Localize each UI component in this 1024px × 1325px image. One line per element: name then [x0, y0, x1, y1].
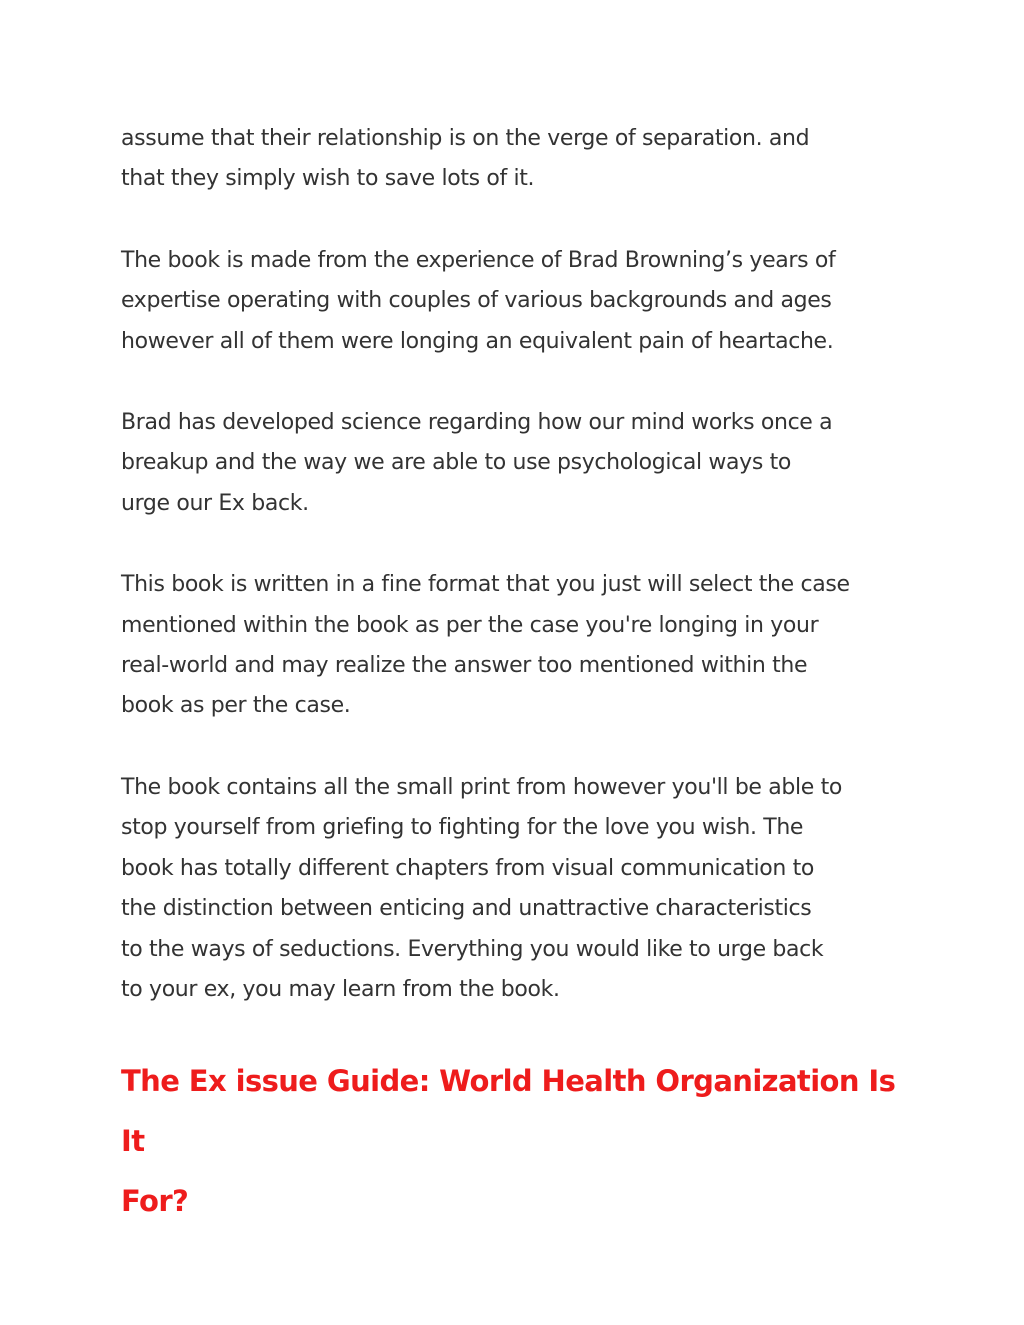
- section-heading: The Ex issue Guide: World Health Organization Is It For?: [121, 1064, 896, 1219]
- paragraph-book-format: This book is written in a fine format that you just will select the case mentioned within the book as per the case you're longing in your real-world and may realize the answer too mentioned within the book as per the case.: [121, 572, 850, 719]
- paragraph-relationship-verge: assume that their relationship is on the verge of separation. and that they simply wish to save lots of it.: [121, 126, 810, 192]
- document-page: [121, 119, 921, 1231]
- paragraph-book-contents: The book contains all the small print from however you'll be able to stop yourself from griefing to fighting for the love you wish. The book has totally different chapters from visual communication to the distinction between enticing and unattractive characteristics to the ways of seductions. Everything you would like to urge back to your ex, you may learn from the book.: [121, 774, 842, 1002]
- paragraph-book-experience: The book is made from the experience of Brad Browning’s years of expertise operating with couples of various backgrounds and ages however all of them were longing an equivalent pain of heartache.: [121, 247, 836, 354]
- paragraph-brad-science: Brad has developed science regarding how our mind works once a breakup and the way we are able to use psychological ways to urge our Ex back.: [121, 410, 833, 516]
